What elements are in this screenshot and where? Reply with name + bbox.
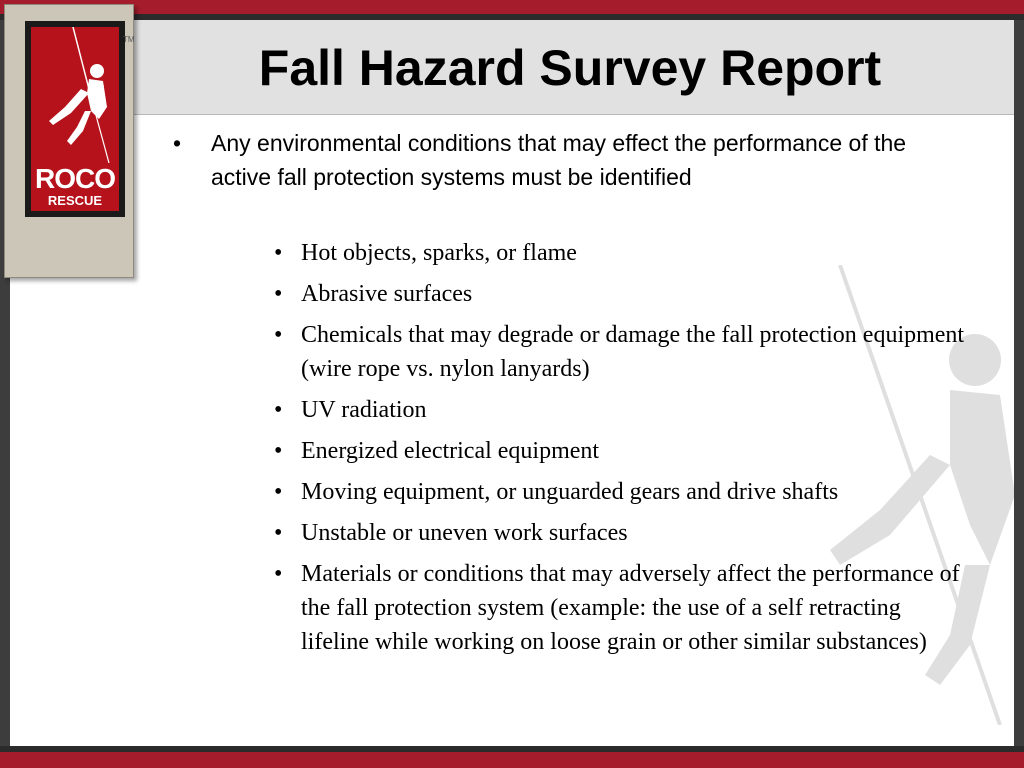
bullet-marker: • [274,240,283,266]
bottom-accent-bar [0,752,1024,768]
main-bullet-text: Any environmental conditions that may effect the performance of the active fall protection systems must be identified [211,130,907,190]
bullet-marker: • [274,438,283,464]
bullet-marker: • [274,520,283,546]
list-item [272,516,972,550]
list-item-text: Unstable or uneven work surfaces [301,520,628,546]
list-item [272,434,972,468]
list-item [272,393,972,427]
page-title: Fall Hazard Survey Report [258,40,882,96]
logo-frame [25,21,125,217]
sub-bullet-list [272,236,972,666]
logo-brand-text: ROCO [35,163,115,194]
list-item-text: Hot objects, sparks, or flame [301,240,577,266]
right-border [1014,20,1024,746]
list-item-text: UV radiation [301,397,427,423]
list-item-text: Abrasive surfaces [301,281,473,307]
bullet-marker: • [274,322,283,348]
top-accent-bar [0,0,1024,14]
list-item-text: Chemicals that may degrade or damage the fall protection equipment (wire rope vs. nylon lanyards) [301,322,965,382]
list-item-text: Moving equipment, or unguarded gears and drive shafts [301,479,839,505]
bullet-marker: • [173,130,182,156]
list-item-text: Materials or conditions that may adversely affect the performance of the fall protection system (example: the use of a self retracting lifeline while working on loose grain or other similar substances) [301,561,960,655]
main-bullet [165,126,945,194]
logo-badge [31,27,119,211]
list-item [272,277,972,311]
logo-panel [4,4,134,278]
list-item-text: Energized electrical equipment [301,438,600,464]
rappelling-climber-icon [31,27,119,163]
list-item [272,475,972,509]
logo-tagline-text: RESCUE [47,193,103,208]
trademark-label: TM [123,35,135,44]
bullet-marker: • [274,561,283,587]
bullet-marker: • [274,479,283,505]
bullet-marker: • [274,397,283,423]
list-item [272,236,972,270]
list-item [272,557,972,659]
list-item [272,318,972,386]
bullet-marker: • [274,281,283,307]
